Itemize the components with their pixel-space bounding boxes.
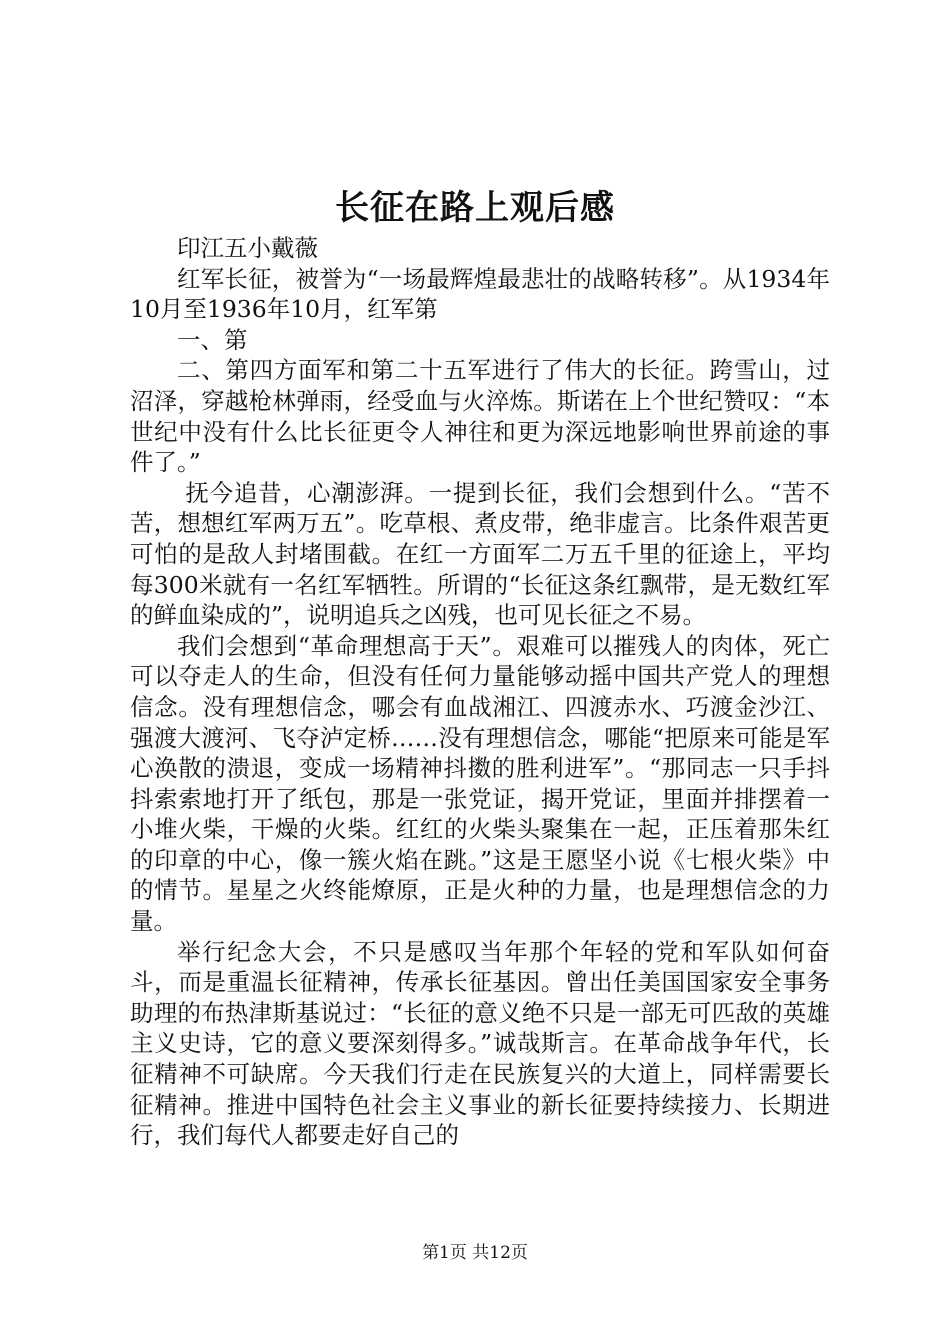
paragraph: 我们会想到“革命理想高于天”。艰难可以摧残人的肉体，死亡可以夺走人的生命，但没有任何力量能够动摇中国共产党人的理想信念。没有理想信念，哪会有血战湘江、四渡赤水、巧渡金沙江、强渡大渡河、飞夺泸定桥……没有理想信念，哪能“把原来可能是军心涣散的溃退，变成一场精神抖擞的胜利进军”。“那同志一只手抖抖索索地打开了纸包，那是一张党证，揭开党证，里面并排摆着一小堆火柴，干燥的火柴。红红的火柴头聚集在一起，正压着那朱红的印章的中心，像一簇火焰在跳。”这是王愿坚小说《七根火柴》中的情节。星星之火终能燎原，正是火种的力量，也是理想信念的力量。: [130, 631, 830, 936]
author-line: 印江五小戴薇: [177, 234, 318, 262]
paragraph: 抚今追昔，心潮澎湃。一提到长征，我们会想到什么。“苦不苦，想想红军两万五”。吃草根、煮皮带，绝非虚言。比条件艰苦更可怕的是敌人封堵围截。在红一方面军二万五千里的征途上，平均每300米就有一名红军牺牲。所谓的“长征这条红飘带，是无数红军的鲜血染成的”，说明追兵之凶残，也可见长征之不易。: [130, 478, 830, 630]
paragraph: 举行纪念大会，不只是感叹当年那个年轻的党和军队如何奋斗，而是重温长征精神，传承长征基因。曾出任美国国家安全事务助理的布热津斯基说过：“长征的意义绝不只是一部无可匹敌的英雄主义史诗，它的意义要深刻得多。”诚哉斯言。在革命战争年代，长征精神不可缺席。今天我们行走在民族复兴的大道上，同样需要长征精神。推进中国特色社会主义事业的新长征要持续接力、长期进行，我们每代人都要走好自己的: [130, 937, 830, 1150]
paragraph: 二、第四方面军和第二十五军进行了伟大的长征。跨雪山，过沼泽，穿越枪林弹雨，经受血与火淬炼。斯诺在上个世纪赞叹：“本世纪中没有什么比长征更令人神往和更为深远地影响世界前途的事件了。”: [130, 356, 830, 477]
paragraph: 红军长征，被誉为“一场最辉煌最悲壮的战略转移”。从1934年10月至1936年10月，红军第: [130, 264, 830, 324]
page-footer: 第1页 共12页: [422, 1243, 528, 1263]
document-body: [130, 233, 830, 1151]
document-title: 长征在路上观后感: [335, 188, 615, 228]
paragraph: 一、第: [177, 325, 248, 354]
